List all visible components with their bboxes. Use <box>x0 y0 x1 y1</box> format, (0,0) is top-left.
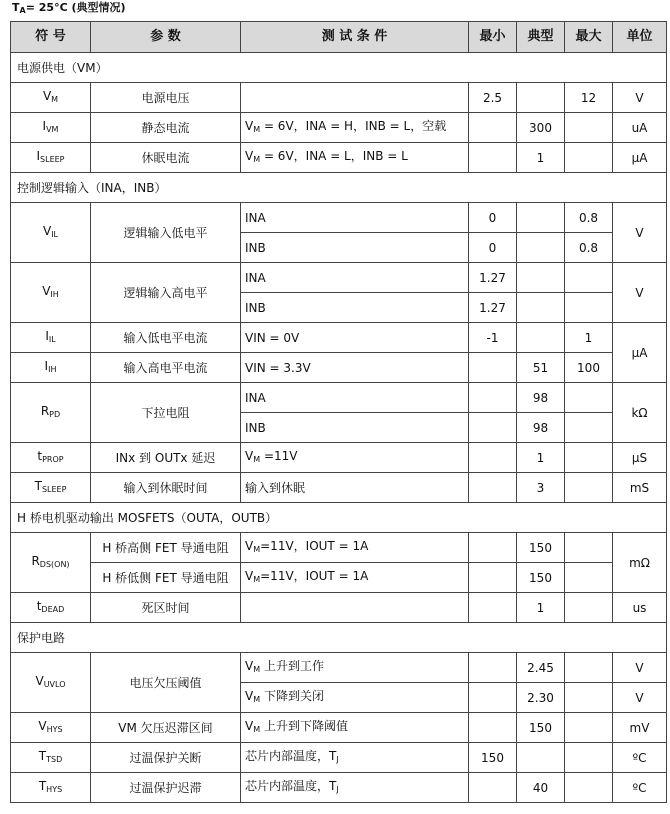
table-row: $V_{UVLO}$ 电压欠压阈值 $V_M$ 上升到工作 2.45 V <box>11 653 667 683</box>
section-row: 电源供电（VM） <box>11 53 667 83</box>
table-row: $I_{SLEEP}$ 休眠电流 $V_M = 6V$，INA = L，INB = L 1 μA <box>11 143 667 173</box>
table-row: $I_{IH}$ 输入高电平电流 VIN = 3.3V 51 100 <box>11 353 667 383</box>
header-row <box>11 22 667 53</box>
table-row: $R_{PD}$ 下拉电阻 INA 98 kΩ <box>11 383 667 413</box>
header-typ: 典型 <box>517 22 565 53</box>
table-row: $I_{IL}$ 输入低电平电流 VIN = 0V -1 1 μA <box>11 323 667 353</box>
electrical-characteristics-table <box>10 21 667 803</box>
table-row: INB 1.27 <box>11 293 667 323</box>
table-row: $I_{VM}$ 静态电流 $V_M = 6V$，INA = H，INB = L，空载 300 uA <box>11 113 667 143</box>
header-unit: 单位 <box>613 22 667 53</box>
table-row: $T_{HYS}$ 过温保护迟滞 芯片内部温度，$T_J$ 40 ºC <box>11 773 667 803</box>
table-row: $T_{TSD}$ 过温保护关断 芯片内部温度，$T_J$ 150 ºC <box>11 743 667 773</box>
section-row: 控制逻辑输入（INA，INB） <box>11 173 667 203</box>
table-row: H 桥低侧 FET 导通电阻 $V_M=11V$，IOUT = 1A 150 <box>11 563 667 593</box>
table-row: $V_M$ 电源电压 2.5 12 V <box>11 83 667 113</box>
table-row: $t_{PROP}$ INx 到 OUTx 延迟 $V_M =11V$ 1 μS <box>11 443 667 473</box>
header-max: 最大 <box>565 22 613 53</box>
table-caption: $T_A= 25^\circ C$ (典型情况) <box>12 1 126 15</box>
header-param: 参 数 <box>91 22 241 53</box>
table-row: $t_{DEAD}$ 死区时间 1 us <box>11 593 667 623</box>
table-row: $V_{IH}$ 逻辑输入高电平 INA 1.27 V <box>11 263 667 293</box>
table-row: $V_{HYS}$ VM 欠压迟滞区间 $V_M$ 上升到下降阈值 150 mV <box>11 713 667 743</box>
section-row: 保护电路 <box>11 623 667 653</box>
section-row: H 桥电机驱动输出 MOSFETS（OUTA，OUTB） <box>11 503 667 533</box>
table-row: $V_{IL}$ 逻辑输入低电平 INA 0 0.8 V <box>11 203 667 233</box>
header-cond: 测 试 条 件 <box>241 22 469 53</box>
table-row: INB 0 0.8 <box>11 233 667 263</box>
table-row: INB 98 <box>11 413 667 443</box>
table-row: $V_M$ 下降到关闭 2.30 V <box>11 683 667 713</box>
table-row: $R_{DS(ON)}$ H 桥高侧 FET 导通电阻 $V_M=11V$，IOUT = 1A 150 mΩ <box>11 533 667 563</box>
header-min: 最小 <box>469 22 517 53</box>
header-symbol: 符 号 <box>11 22 91 53</box>
table-row: $T_{SLEEP}$ 输入到休眠时间 输入到休眠 3 mS <box>11 473 667 503</box>
